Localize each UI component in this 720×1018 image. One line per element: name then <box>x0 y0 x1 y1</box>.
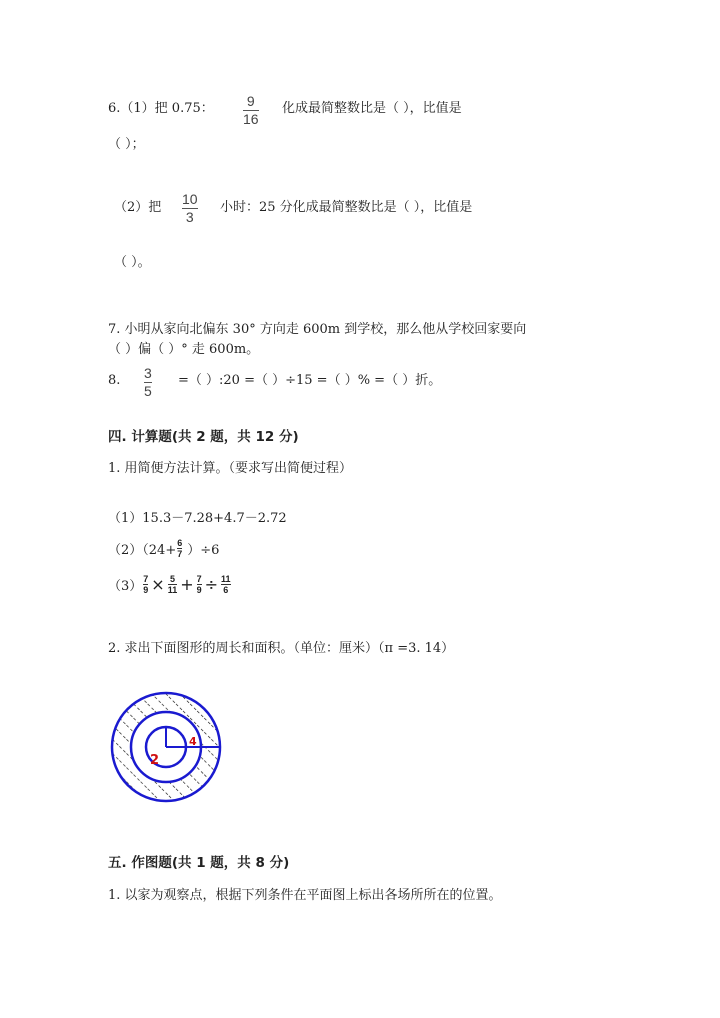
inner-radius-label: 2 <box>150 753 160 768</box>
ring-width-label: 4 <box>189 735 197 748</box>
fraction-numerator: 3 <box>144 365 152 381</box>
q6-fraction-9-16 <box>243 94 259 126</box>
q6-line4: （ ）。 <box>114 255 151 270</box>
annulus-figure <box>105 690 235 810</box>
section4-title: 四. 计算题(共 2 题，共 12 分) <box>108 429 299 445</box>
fraction-numerator: 7 <box>143 574 149 584</box>
times-sign: × <box>151 575 165 594</box>
fraction-denominator: 5 <box>144 382 152 399</box>
calc-problem-3 <box>108 574 232 595</box>
fraction-numerator: 10 <box>182 191 198 207</box>
divide-sign: ÷ <box>204 575 219 594</box>
fraction-numerator: 9 <box>246 93 255 109</box>
fraction-numerator: 11 <box>221 574 231 584</box>
section5-q1-title: 1. 以家为观察点，根据下列条件在平面图上标出各场所所在的位置。 <box>108 888 502 903</box>
fraction-denominator: 9 <box>143 585 149 595</box>
fraction-denominator: 7 <box>177 549 183 559</box>
section4-q2-title: 2. 求出下面图形的周长和面积。（单位：厘米）（π =3. 14） <box>108 641 455 656</box>
calc-problem-2 <box>108 538 219 559</box>
calc-problem-3-fraction-3 <box>197 574 202 595</box>
q6-line3-suffix: 小时：25 分化成最简整数比是（ ），比值是 <box>220 200 473 215</box>
section4-q1-title: 1. 用简便方法计算。（要求写出简便过程） <box>108 461 353 476</box>
q8-suffix: =（ ）:20 =（ ）÷15 =（ ）% =（ ）折。 <box>178 373 442 388</box>
q6-line1-prefix: 6.（1）把 0.75： <box>108 101 214 116</box>
calc-problem-2-suffix: ）÷6 <box>187 543 220 558</box>
q6-line2: （ ）； <box>108 137 145 152</box>
q6-fraction-10-3 <box>182 192 198 224</box>
q6-line1-suffix: 化成最简整数比是（ ），比值是 <box>282 101 462 116</box>
fraction-denominator: 9 <box>196 585 202 595</box>
fraction-denominator: 3 <box>185 208 194 225</box>
fraction-denominator: 16 <box>243 110 259 127</box>
q7-line1: 7. 小明从家向北偏东 30° 方向走 600m 到学校，那么他从学校回家要向 <box>108 322 527 337</box>
q6-line3-prefix: （2）把 <box>114 200 162 215</box>
section5-title: 五. 作图题(共 1 题，共 8 分) <box>108 855 290 871</box>
fraction-denominator: 11 <box>167 585 178 595</box>
calc-problem-3-fraction-1 <box>143 574 148 595</box>
calc-problem-1: （1）15.3－7.28+4.7－2.72 <box>108 511 287 526</box>
plus-sign: + <box>180 575 194 594</box>
calc-problem-3-prefix: （3） <box>108 579 143 594</box>
fraction-numerator: 6 <box>177 538 183 548</box>
fraction-numerator: 7 <box>196 574 202 584</box>
q8-fraction-3-5 <box>144 366 152 398</box>
calc-problem-2-fraction <box>177 538 182 559</box>
calc-problem-3-fraction-2 <box>168 574 178 595</box>
calc-problem-2-prefix: （2）（24+ <box>108 543 177 558</box>
q8-prefix: 8. <box>108 373 121 388</box>
fraction-numerator: 5 <box>169 574 175 584</box>
fraction-denominator: 6 <box>223 585 229 595</box>
q7-line2: （ ）偏（ ）° 走 600m。 <box>108 342 260 357</box>
calc-problem-3-fraction-4 <box>221 574 231 595</box>
